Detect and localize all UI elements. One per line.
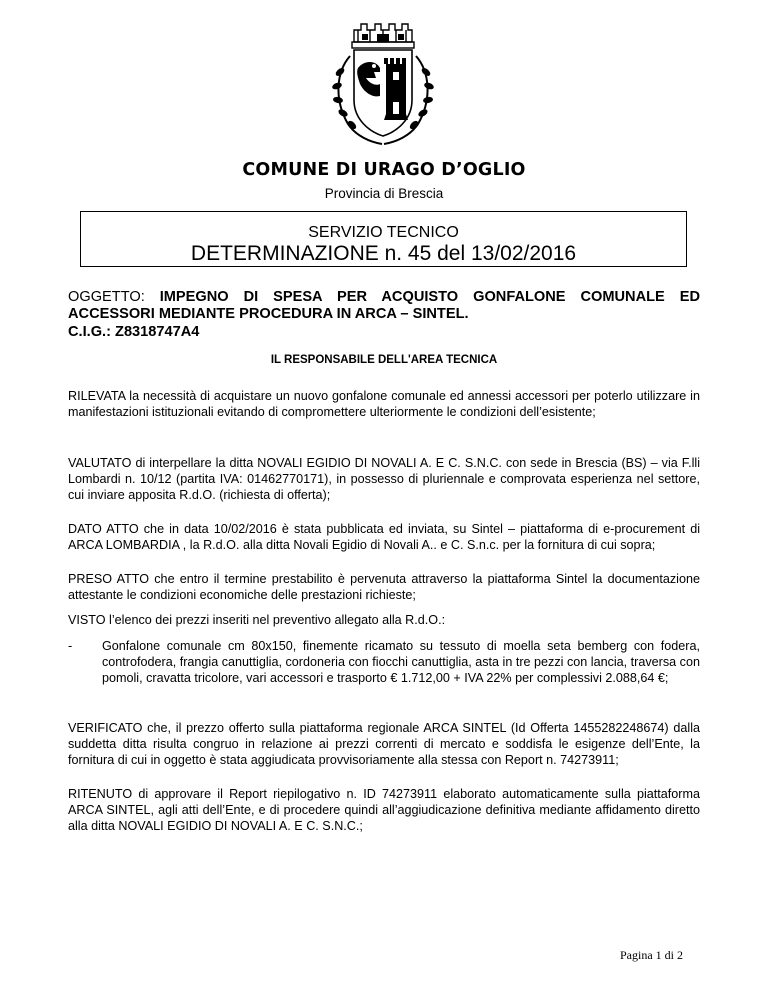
responsible-heading: IL RESPONSABILE DELL'AREA TECNICA: [270, 354, 498, 366]
subject-label: OGGETTO:: [68, 289, 145, 305]
province-name: Provincia di Brescia: [324, 186, 444, 201]
page-number: Pagina 1 di 2: [620, 948, 683, 962]
paragraph-ritenuto: RITENUTO di approvare il Report riepilogativo n. ID 74273911 elaborato automaticamente sulla piattaforma ARCA SINTEL, agli atti dell’Ente, e di procedere quindi all’aggiudicazione definitiva mediante affidamento diretto alla ditta NOVALI EGIDIO DI NOVALI A. E C. S.N.C.;: [68, 787, 700, 834]
title-box: [80, 211, 687, 267]
subject-text: IMPEGNO DI SPESA PER ACQUISTO GONFALONE COMUNALE ED ACCESSORI MEDIANTE PROCEDURA IN ARCA – SINTEL.: [68, 289, 700, 323]
list-dash: -: [68, 639, 73, 653]
service-name: SERVIZIO TECNICO: [308, 224, 459, 241]
paragraph-dato-atto: DATO ATTO che in data 10/02/2016 è stata pubblicata ed inviata, su Sintel – piattaforma di e-procurement di ARCA LOMBARDIA , la R.d.O. alla ditta Novali Egidio di Novali A.. e C. S.n.c. per la fornitura di cui sopra;: [68, 522, 700, 553]
municipality-name: COMUNE DI URAGO D’OGLIO: [242, 160, 526, 180]
paragraph-visto: VISTO l’elenco dei prezzi inseriti nel preventivo allegato alla R.d.O.:: [68, 613, 446, 627]
paragraph-valutato: VALUTATO di interpellare la ditta NOVALI EGIDIO DI NOVALI A. E C. S.N.C. con sede in Brescia (BS) – via F.lli Lombardi n. 10/12 (partita IVA: 01462770171), in possesso di pluriennale e comprovata esperienza nel settore, cui inviare apposita R.d.O. (richiesta di offerta);: [68, 456, 700, 503]
municipal-crest-logo: [330, 12, 436, 148]
paragraph-preso-atto: PRESO ATTO che entro il termine prestabilito è pervenuta attraverso la piattaforma Sintel la documentazione attestante le condizioni economiche delle prestazioni richieste;: [68, 572, 700, 603]
list-item-text: Gonfalone comunale cm 80x150, finemente ricamato su tessuto di moella seta bemberg con fodera, controfodera, frangia canuttiglia, cordoneria con fiocchi canuttiglia, asta in tre pezzi con lancia, traversa con pomoli, cravatta tricolore, vari accessori e trasporto € 1.712,00 + IVA 22% per complessivi 2.088,64 €;: [102, 639, 700, 686]
cig-code: C.I.G.: Z8318747A4: [68, 323, 200, 340]
determination-title: DETERMINAZIONE n. 45 del 13/02/2016: [190, 242, 577, 265]
paragraph-rilevata: RILEVATA la necessità di acquistare un nuovo gonfalone comunale ed annessi accessori per poterlo utilizzare in manifestazioni istituzionali evitando di compromettere ulteriormente le condizioni dell’esistente;: [68, 389, 700, 420]
subject-block: [68, 289, 700, 341]
paragraph-verificato: VERIFICATO che, il prezzo offerto sulla piattaforma regionale ARCA SINTEL (Id Offerta 1455282248674) dalla suddetta ditta risulta congruo in relazione ai prezzi correnti di mercato e soddisfa le esigenze dell’Ente, la fornitura di cui in oggetto è stata aggiudicata provvisoriamente alla stessa con Report n. 74273911;: [68, 721, 700, 768]
